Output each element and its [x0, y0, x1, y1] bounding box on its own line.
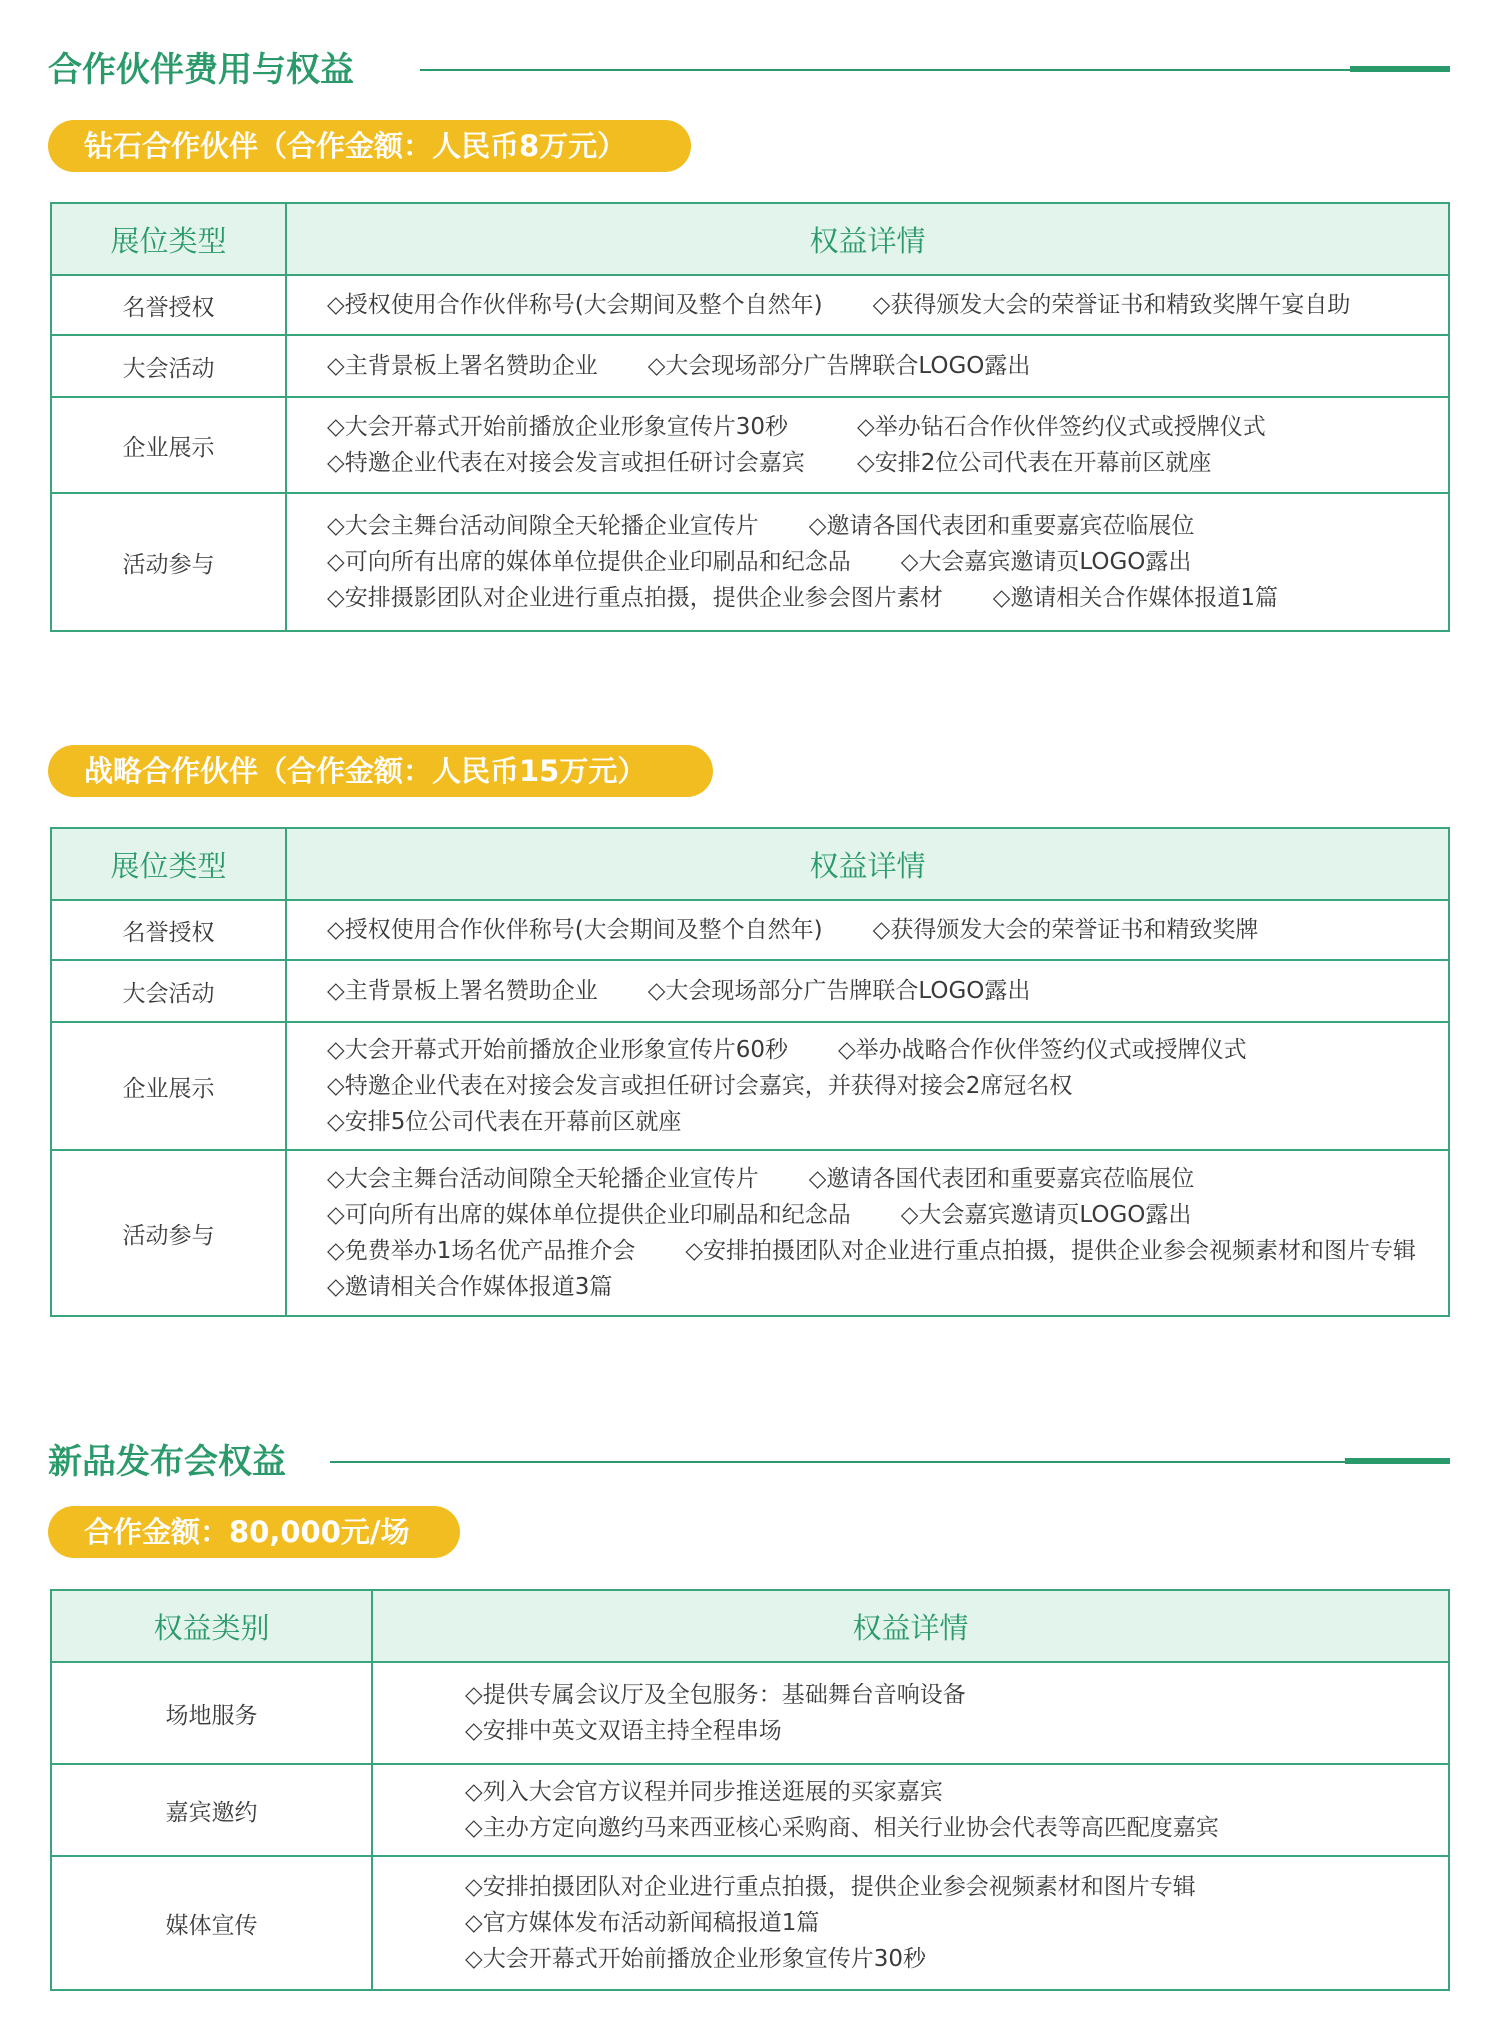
benefit-item: ◇邀请相关合作媒体报道1篇 [992, 585, 1279, 611]
table-row [51, 397, 1449, 493]
table-header-row [51, 828, 1449, 900]
benefit-item: ◇授权使用合作伙伴称号(大会期间及整个自然年) [327, 292, 823, 318]
benefit-item: ◇邀请各国代表团和重要嘉宾莅临展位 [808, 1166, 1195, 1192]
row-category: 场地服务 [51, 1662, 372, 1764]
row-details [286, 493, 1449, 631]
table-header-row [51, 1590, 1449, 1662]
table-row [51, 1662, 1449, 1764]
row-details [286, 1022, 1449, 1150]
row-category: 大会活动 [51, 960, 286, 1022]
row-category: 名誉授权 [51, 900, 286, 960]
header-details: 权益详情 [372, 1590, 1449, 1662]
benefit-item: ◇授权使用合作伙伴称号(大会期间及整个自然年) [327, 917, 823, 943]
benefit-item: ◇特邀企业代表在对接会发言或担任研讨会嘉宾 [327, 450, 805, 476]
divider-accent [1345, 1458, 1450, 1464]
benefit-item: ◇特邀企业代表在对接会发言或担任研讨会嘉宾，并获得对接会2席冠名权 [327, 1073, 1073, 1099]
table-row [51, 900, 1449, 960]
table-row [51, 275, 1449, 335]
launch-price-pill: 合作金额：80,000元/场 [48, 1506, 460, 1558]
benefit-item: ◇安排中英文双语主持全程串场 [465, 1718, 782, 1744]
row-category: 媒体宣传 [51, 1856, 372, 1990]
row-details [286, 900, 1449, 960]
benefit-item: ◇免费举办1场名优产品推介会 [327, 1238, 636, 1264]
row-category: 企业展示 [51, 1022, 286, 1150]
benefit-item: ◇可向所有出席的媒体单位提供企业印刷品和纪念品 [327, 1202, 851, 1228]
table-header-row [51, 203, 1449, 275]
strategic-price-pill: 战略合作伙伴（合作金额：人民币15万元） [48, 745, 713, 797]
row-category: 企业展示 [51, 397, 286, 493]
row-details [372, 1856, 1449, 1990]
benefit-item: ◇大会嘉宾邀请页LOGO露出 [900, 1202, 1192, 1228]
benefit-item: ◇大会嘉宾邀请页LOGO露出 [900, 549, 1192, 575]
launch-benefits-table [50, 1589, 1450, 1991]
divider-line [420, 69, 1450, 71]
benefit-item: ◇主背景板上署名赞助企业 [327, 353, 598, 379]
row-category: 活动参与 [51, 1150, 286, 1316]
row-details [286, 960, 1449, 1022]
benefit-item: ◇可向所有出席的媒体单位提供企业印刷品和纪念品 [327, 549, 851, 575]
table-row [51, 1022, 1449, 1150]
benefit-item: ◇举办钻石合作伙伴签约仪式或授牌仪式 [857, 414, 1266, 440]
header-details: 权益详情 [286, 828, 1449, 900]
row-details [372, 1662, 1449, 1764]
section-header-partners [48, 44, 1450, 96]
row-category: 名誉授权 [51, 275, 286, 335]
benefit-item: ◇大会主舞台活动间隙全天轮播企业宣传片 [327, 1166, 759, 1192]
benefit-item: ◇邀请各国代表团和重要嘉宾莅临展位 [808, 513, 1195, 539]
row-details [286, 275, 1449, 335]
row-category: 大会活动 [51, 335, 286, 397]
table-row [51, 493, 1449, 631]
table-row [51, 1150, 1449, 1316]
benefit-item: ◇安排5位公司代表在开幕前区就座 [327, 1109, 682, 1135]
header-details: 权益详情 [286, 203, 1449, 275]
row-details [286, 1150, 1449, 1316]
section-header-launch [48, 1436, 1450, 1488]
strategic-benefits-table [50, 827, 1450, 1317]
benefit-item: ◇提供专属会议厅及全包服务：基础舞台音响设备 [465, 1682, 966, 1708]
benefit-item: ◇获得颁发大会的荣誉证书和精致奖牌 [872, 917, 1259, 943]
benefit-item: ◇大会现场部分广告牌联合LOGO露出 [647, 353, 1031, 379]
benefit-item: ◇列入大会官方议程并同步推送逛展的买家嘉宾 [465, 1779, 943, 1805]
table-row [51, 335, 1449, 397]
diamond-benefits-table [50, 202, 1450, 632]
divider-accent [1350, 66, 1450, 72]
row-details [286, 397, 1449, 493]
table-row [51, 1856, 1449, 1990]
header-type: 展位类型 [51, 203, 286, 275]
benefit-item: ◇大会主舞台活动间隙全天轮播企业宣传片 [327, 513, 759, 539]
benefit-item: ◇安排摄影团队对企业进行重点拍摄，提供企业参会图片素材 [327, 585, 943, 611]
benefit-item: ◇主办方定向邀约马来西亚核心采购商、相关行业协会代表等高匹配度嘉宾 [465, 1815, 1219, 1841]
header-type: 展位类型 [51, 828, 286, 900]
row-category: 活动参与 [51, 493, 286, 631]
benefit-item: ◇官方媒体发布活动新闻稿报道1篇 [465, 1910, 820, 1936]
benefit-item: ◇大会开幕式开始前播放企业形象宣传片60秒 [327, 1037, 788, 1063]
benefit-item: ◇大会开幕式开始前播放企业形象宣传片30秒 [465, 1946, 926, 1972]
benefit-item: ◇安排拍摄团队对企业进行重点拍摄，提供企业参会视频素材和图片专辑 [685, 1238, 1417, 1264]
benefit-item: ◇安排拍摄团队对企业进行重点拍摄，提供企业参会视频素材和图片专辑 [465, 1874, 1196, 1900]
header-type: 权益类别 [51, 1590, 372, 1662]
section-title: 新品发布会权益 [48, 1442, 286, 1482]
benefit-item: ◇邀请相关合作媒体报道3篇 [327, 1274, 613, 1300]
divider-line [330, 1461, 1450, 1463]
benefit-item: ◇大会开幕式开始前播放企业形象宣传片30秒 [327, 414, 788, 440]
section-title: 合作伙伴费用与权益 [48, 50, 354, 90]
row-details [372, 1764, 1449, 1856]
benefit-item: ◇大会现场部分广告牌联合LOGO露出 [647, 978, 1031, 1004]
row-category: 嘉宾邀约 [51, 1764, 372, 1856]
row-details [286, 335, 1449, 397]
benefit-item: ◇安排2位公司代表在开幕前区就座 [857, 450, 1212, 476]
table-row [51, 1764, 1449, 1856]
benefit-item: ◇主背景板上署名赞助企业 [327, 978, 598, 1004]
benefit-item: ◇举办战略合作伙伴签约仪式或授牌仪式 [837, 1037, 1247, 1063]
diamond-price-pill: 钻石合作伙伴（合作金额：人民币8万元） [48, 120, 691, 172]
benefit-item: ◇获得颁发大会的荣誉证书和精致奖牌午宴自助 [872, 292, 1351, 318]
table-row [51, 960, 1449, 1022]
